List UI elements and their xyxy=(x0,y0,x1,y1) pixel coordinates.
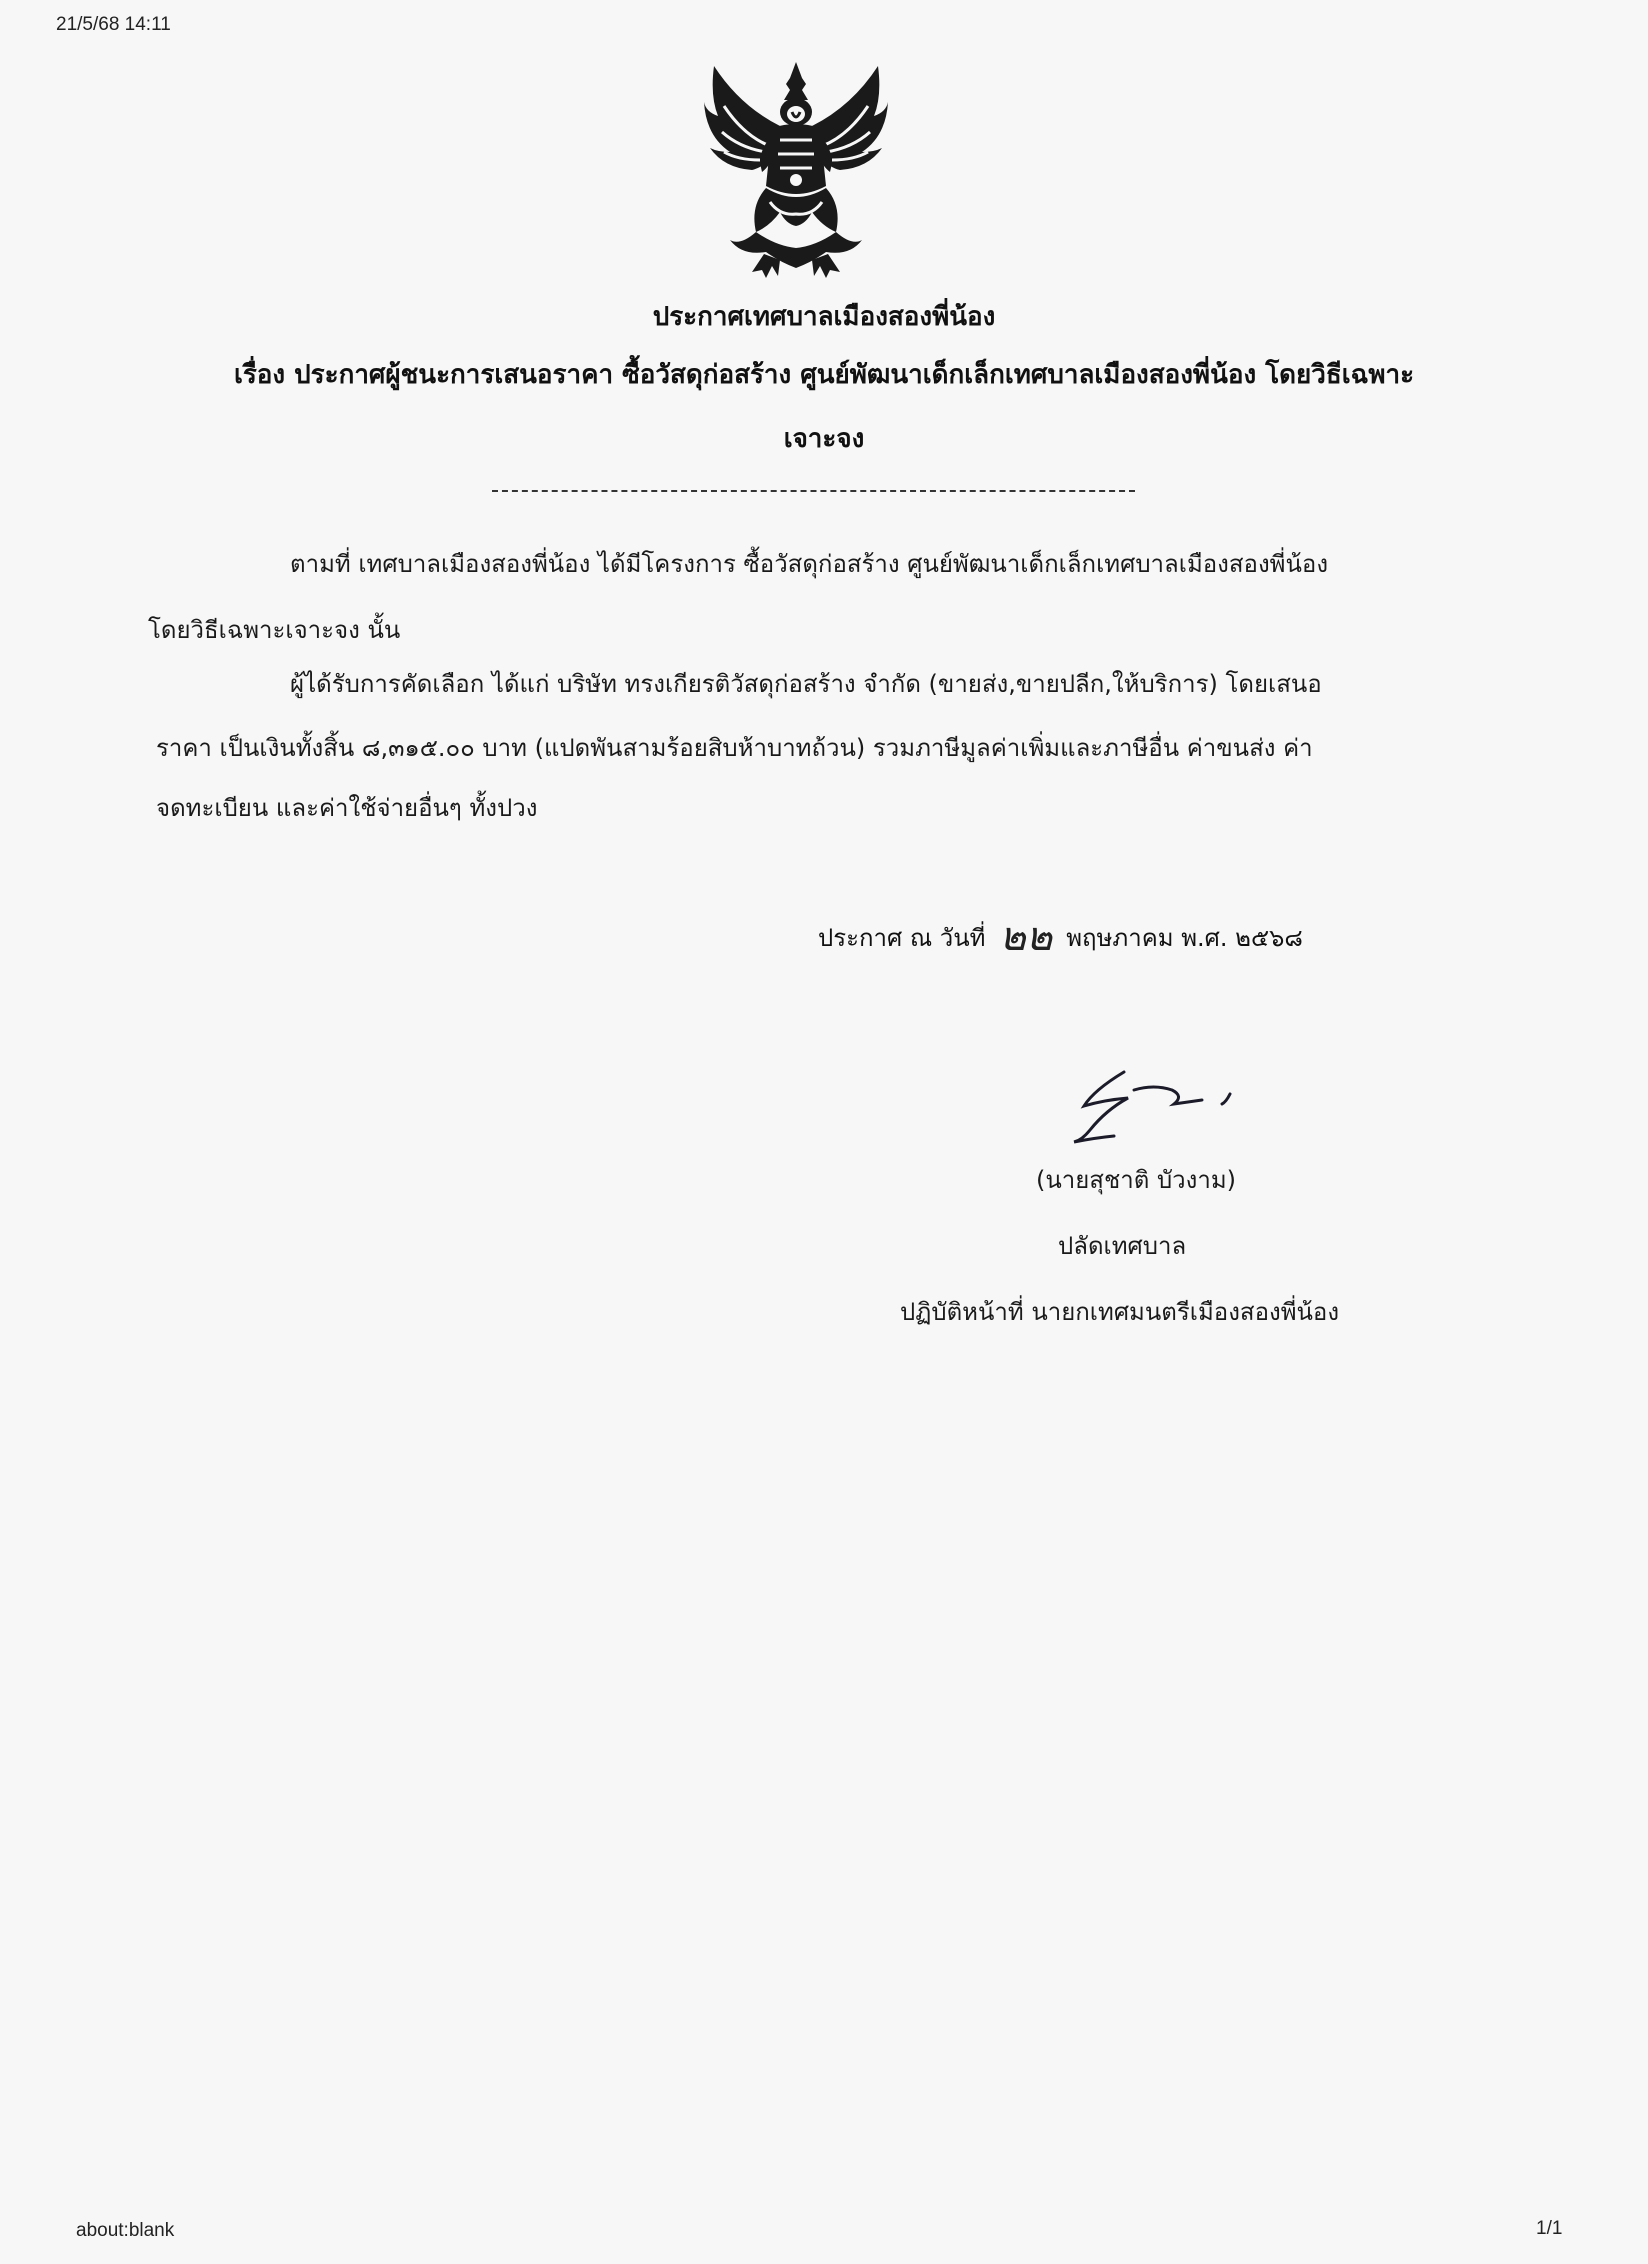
body-paragraph-2-line-2: ราคา เป็นเงินทั้งสิ้น ๘,๓๑๕.๐๐ บาท (แปดพันสามร้อยสิบห้าบาทถ้วน) รวมภาษีมูลค่าเพิ่มและภาษีอื่น ค่าขนส่ง ค่า xyxy=(156,734,1313,762)
print-footer-page-number: 1/1 xyxy=(1536,2218,1563,2239)
announcement-title: ประกาศเทศบาลเมืองสองพี่น้อง xyxy=(652,302,996,332)
announcement-subject-continued: เจาะจง xyxy=(783,424,865,454)
announcement-date xyxy=(818,904,1303,968)
signer-title: ปลัดเทศบาล xyxy=(1058,1232,1187,1260)
announcement-subject: เรื่อง ประกาศผู้ชนะการเสนอราคา ซื้อวัสดุก่อสร้าง ศูนย์พัฒนาเด็กเล็กเทศบาลเมืองสองพี่น้อง โดยวิธีเฉพาะ xyxy=(233,360,1415,390)
date-prefix: ประกาศ ณ วันที่ xyxy=(818,924,986,952)
garuda-emblem-icon xyxy=(700,56,892,286)
body-paragraph-2-line-1: ผู้ได้รับการคัดเลือก ได้แก่ บริษัท ทรงเกียรติวัสดุก่อสร้าง จำกัด (ขายส่ง,ขายปลีก,ให้บริการ) โดยเสนอ xyxy=(290,670,1322,698)
print-header-datetime: 21/5/68 14:11 xyxy=(56,14,171,35)
date-day-handwritten: ๒๒ xyxy=(999,914,1053,960)
body-paragraph-1-line-2: โดยวิธีเฉพาะเจาะจง นั้น xyxy=(148,616,401,644)
date-suffix: พฤษภาคม พ.ศ. ๒๕๖๘ xyxy=(1066,924,1303,952)
print-footer-url: about:blank xyxy=(76,2220,175,2241)
body-paragraph-2-line-3: จดทะเบียน และค่าใช้จ่ายอื่นๆ ทั้งปวง xyxy=(156,794,538,822)
handwritten-signature xyxy=(1054,1060,1294,1150)
divider-rule xyxy=(492,490,1135,492)
body-paragraph-1-line-1: ตามที่ เทศบาลเมืองสองพี่น้อง ได้มีโครงการ ซื้อวัสดุก่อสร้าง ศูนย์พัฒนาเด็กเล็กเทศบาลเมืองสองพี่น้อง xyxy=(290,550,1329,578)
signer-name: (นายสุชาติ บัวงาม) xyxy=(1036,1166,1237,1194)
signer-acting-role: ปฏิบัติหน้าที่ นายกเทศมนตรีเมืองสองพี่น้อง xyxy=(900,1298,1340,1326)
